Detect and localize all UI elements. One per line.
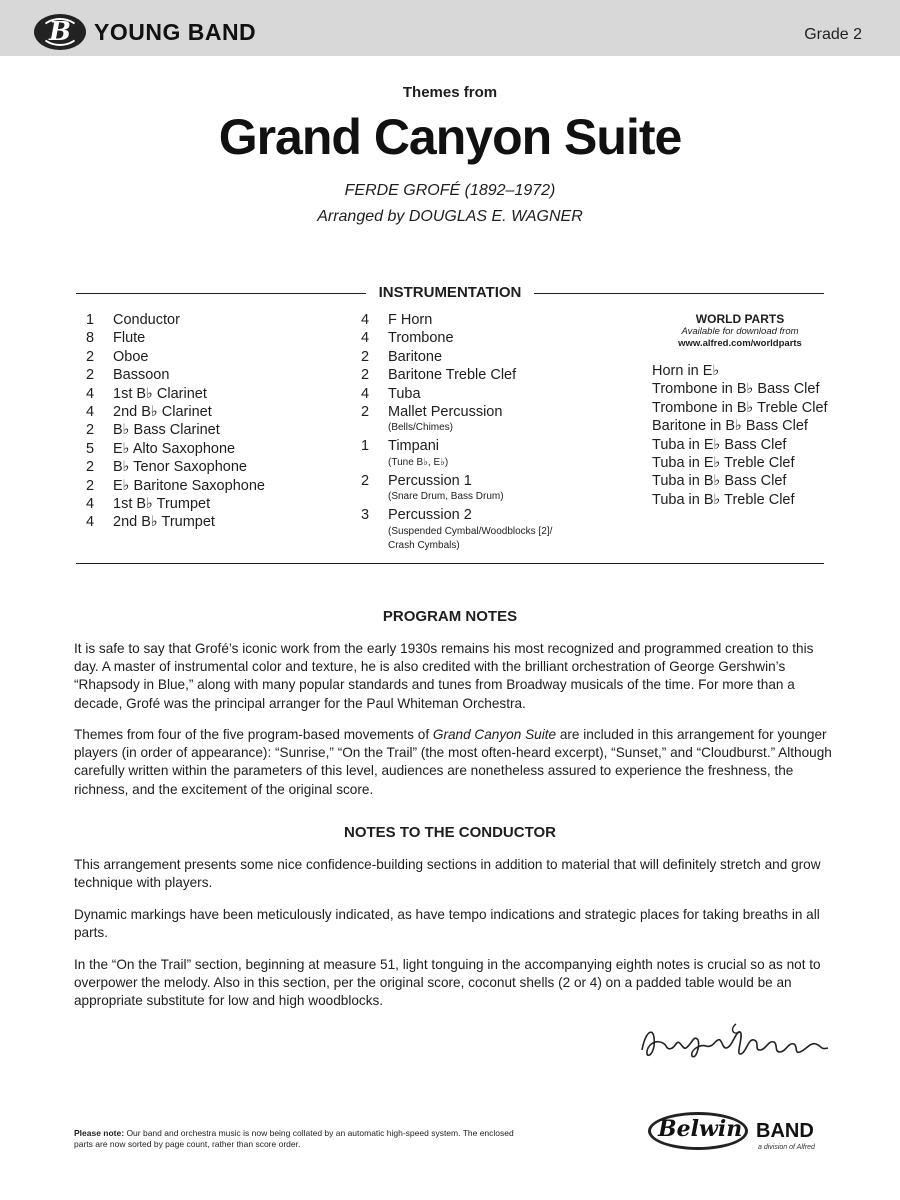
list-item: 1 Timpani — [360, 438, 440, 455]
world-parts-link[interactable]: www.alfred.com/worldparts — [678, 338, 802, 349]
world-parts-title: WORLD PARTS — [695, 312, 785, 326]
signature-image — [636, 1020, 836, 1064]
list-item: 2 Bassoon — [85, 367, 170, 384]
list-item: 2 B♭ Bass Clarinet — [85, 422, 220, 439]
list-item: 3 Percussion 2 — [360, 507, 472, 524]
instrument-note: Crash Cymbals) — [388, 539, 460, 551]
list-item: 4 1st B♭ Trumpet — [85, 495, 211, 512]
conductor-notes-paragraph-3: In the “On the Trail” section, beginning at measure 51, light tonguing in the accompanying eighth notes is crucial so as not to overpower the melody. Also in this section, per the original score, coconut shells (2 or 4) on a padded table would be an appropriate substitute for low and high woodblocks. — [74, 957, 821, 1009]
instrument-note: (Suspended Cymbal/Woodblocks [2]/ — [388, 525, 553, 537]
list-item: 2 E♭ Baritone Saxophone — [85, 477, 265, 494]
list-item: 1 Conductor — [85, 312, 180, 328]
instrument-note: (Tune B♭, E♭) — [388, 456, 449, 468]
instrumentation-heading: INSTRUMENTATION — [371, 284, 530, 301]
divider — [76, 563, 824, 564]
list-item: 4 Tuba — [360, 385, 421, 402]
instrument-list-1 — [83, 311, 343, 532]
composer-credit: FERDE GROFÉ (1892–1972) — [344, 182, 556, 199]
program-notes-paragraph-1: It is safe to say that Grofé’s iconic work from the early 1930s remains his most recognized and programmed creation to this day. A master of instrumental color and texture, he is also credited with the brilliant orchestration of George Gershwin’s “Rhapsody in Blue,” along with many popular standards and tunes from Broadway musicals of the time. For more than a decade, Grofé was the principal arranger for the Paul Whiteman Orchestra. — [74, 641, 814, 711]
collation-note: Please note: Our band and orchestra music is now being collated by an automatic high-speed system. The enclosed parts are now sorted by page count, rather than score order. — [74, 1128, 514, 1149]
conductor-notes-heading: NOTES TO THE CONDUCTOR — [344, 824, 556, 841]
list-item: Tuba in E♭ Bass Clef — [652, 436, 787, 453]
list-item: 2 Baritone Treble Clef — [360, 367, 517, 384]
list-item: Trombone in B♭ Treble Clef — [652, 399, 828, 416]
list-item: 2 Percussion 1 — [360, 472, 472, 489]
list-item: 4 1st B♭ Clarinet — [85, 385, 207, 402]
conductor-notes-paragraph-1: This arrangement presents some nice confidence-building sections in addition to material that will definitely stretch and grow technique with players. — [74, 857, 821, 891]
list-item: Tuba in E♭ Treble Clef — [652, 454, 795, 471]
publisher-band: BAND — [756, 1120, 814, 1142]
publisher-name: Belwin — [658, 1116, 743, 1142]
list-item: 2 Baritone — [360, 348, 443, 365]
list-item: 4 2nd B♭ Trumpet — [85, 514, 215, 531]
list-item: 2 Oboe — [85, 348, 149, 365]
list-item: Baritone in B♭ Bass Clef — [652, 418, 808, 435]
instrument-note: (Bells/Chimes) — [388, 422, 454, 434]
list-item: 8 Flute — [85, 330, 146, 347]
list-item: 2 B♭ Tenor Saxophone — [85, 459, 247, 476]
list-item: 5 E♭ Alto Saxophone — [85, 440, 236, 457]
list-item: 4 F Horn — [360, 312, 433, 328]
instrument-list-2 — [358, 311, 628, 553]
list-item: Tuba in B♭ Bass Clef — [652, 473, 787, 490]
instrumentation-header — [76, 284, 824, 304]
list-item: 2 Mallet Percussion — [360, 403, 503, 420]
program-notes-heading: PROGRAM NOTES — [382, 608, 518, 625]
list-item: Horn in E♭ — [652, 363, 720, 379]
list-item: Tuba in B♭ Treble Clef — [652, 491, 795, 508]
conductor-notes-paragraph-2: Dynamic markings have been meticulously indicated, as have tempo indications and strategic places for taking breaths in all parts. — [74, 907, 820, 941]
page-title: Grand Canyon Suite — [218, 109, 682, 165]
list-item: 4 Trombone — [360, 330, 454, 347]
publisher-logo — [648, 1110, 838, 1156]
publisher-division: a division of Alfred — [758, 1144, 815, 1151]
grade-label: Grade 2 — [804, 26, 862, 43]
list-item: 4 2nd B♭ Clarinet — [85, 403, 212, 420]
program-notes-paragraph-2: Themes from four of the five program-based movements of Grand Canyon Suite are included in this arrangement for younger players (in order of appearance): “Sunrise,” “On the Trail” (the most often-heard excerpt), “Sunset,” and “Cloudburst.” Although carefully written within the parameters of this level, audiences are nonetheless assured to experience the freshness, the richness, and the excitement of the original score. — [74, 727, 832, 797]
title-prefix: Themes from — [402, 84, 498, 101]
series-name: YOUNG BAND — [94, 19, 257, 45]
world-parts — [652, 312, 832, 509]
belwin-logo-icon: B — [34, 14, 86, 50]
list-item: Trombone in B♭ Bass Clef — [652, 381, 820, 398]
world-parts-subtitle: Available for download from — [681, 326, 799, 337]
arranger-credit: Arranged by DOUGLAS E. WAGNER — [317, 208, 583, 225]
header-bar — [0, 0, 900, 56]
instrument-note: (Snare Drum, Bass Drum) — [388, 491, 504, 503]
